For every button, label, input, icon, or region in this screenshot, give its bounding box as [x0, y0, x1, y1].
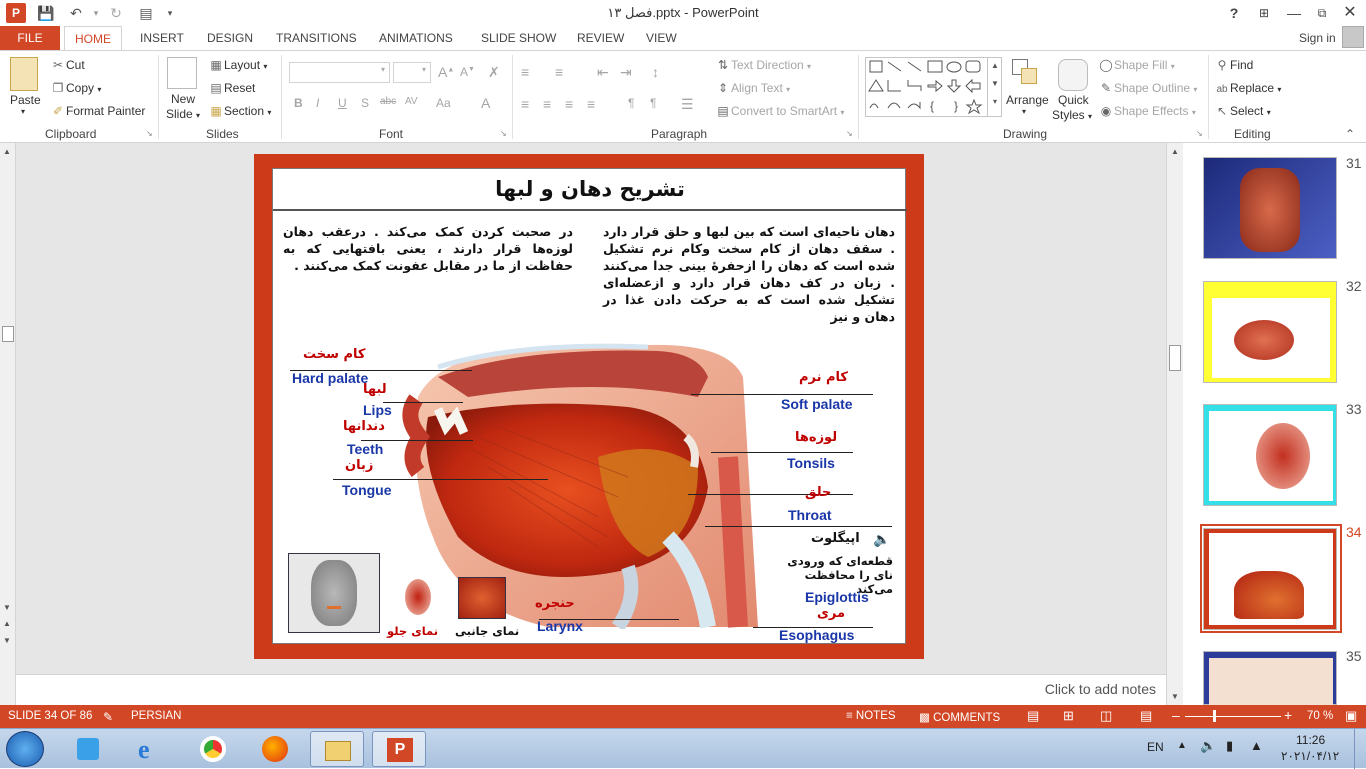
- quick-styles-label: Styles: [1052, 108, 1085, 122]
- redo-icon[interactable]: ↻: [110, 5, 122, 21]
- convert-smartart-label: Convert to SmartArt: [731, 104, 838, 118]
- line-spacing-icon[interactable]: ↕: [652, 64, 659, 80]
- reset-button[interactable]: [208, 81, 255, 95]
- thumbnail-number: 35: [1346, 648, 1362, 664]
- internet-explorer-taskbar[interactable]: e: [138, 735, 150, 764]
- label-throat-en: Throat: [788, 507, 832, 523]
- text-direction-icon: ⇅: [717, 58, 729, 72]
- label-teeth-fa: دندانها: [343, 419, 385, 434]
- align-text-button[interactable]: ⇕ Align Text ▾: [715, 81, 790, 95]
- scroll-down-icon[interactable]: ▼: [3, 603, 11, 612]
- shape-fill-label: Shape Fill: [1114, 58, 1168, 72]
- save-icon[interactable]: 💾: [37, 5, 55, 21]
- sign-in-link[interactable]: Sign in: [1299, 31, 1336, 45]
- new-slide-button-line2[interactable]: Slide ▾: [166, 107, 201, 121]
- slide-sorter-icon[interactable]: ⊞: [1063, 708, 1074, 723]
- comment-icon: ▩: [919, 712, 930, 724]
- help-icon[interactable]: ?: [1229, 5, 1239, 21]
- label-hard-palate-fa: کام سخت: [303, 347, 366, 362]
- section-icon: ▦: [210, 104, 222, 118]
- label-hard-palate-en: Hard palate: [292, 370, 369, 386]
- clear-formatting-icon[interactable]: ✗: [488, 64, 500, 80]
- arrange-icon[interactable]: [1012, 59, 1040, 89]
- text-direction-button[interactable]: ⇅ Text Direction ▾: [715, 58, 811, 72]
- align-text-icon: ⇕: [717, 81, 729, 95]
- show-desktop-button[interactable]: [1354, 729, 1366, 769]
- status-bar: [0, 705, 1366, 728]
- previous-slide-icon[interactable]: ▲: [3, 619, 11, 628]
- paragraph-launcher-icon[interactable]: ↘: [846, 129, 853, 138]
- select-label: Select: [1230, 104, 1264, 118]
- slide-content: [272, 168, 906, 644]
- zoom-slider-track[interactable]: [1185, 716, 1281, 717]
- comments-label: COMMENTS: [933, 712, 1001, 724]
- font-launcher-icon[interactable]: ↘: [500, 129, 507, 138]
- new-slide-icon[interactable]: [167, 57, 197, 89]
- tab-design[interactable]: DESIGN: [207, 31, 254, 45]
- layout-label: Layout: [224, 58, 261, 72]
- shape-effects-label: Shape Effects: [1114, 104, 1189, 118]
- strikethrough-button[interactable]: abc: [380, 96, 397, 107]
- spell-check-icon[interactable]: ✎: [103, 710, 114, 724]
- label-lips-en: Lips: [363, 402, 392, 418]
- shape-outline-label: Shape Outline: [1114, 81, 1191, 95]
- label-larynx-en: Larynx: [537, 618, 583, 634]
- clipboard-group-label: Clipboard: [45, 127, 97, 141]
- label-throat-fa: حلق: [805, 485, 832, 500]
- new-slide-label: Slide: [166, 107, 193, 121]
- find-button[interactable]: [1214, 58, 1253, 72]
- firefox-taskbar[interactable]: [248, 731, 302, 767]
- editing-group-label: Editing: [1234, 127, 1271, 141]
- cut-label: Cut: [66, 58, 85, 72]
- paragraph-right[interactable]: دهان ناحیه‌ای است که بین لبها و حلق قرار دارد . سقف دهان از کام سخت وکام نرم تشکیل شده است که دهان را ازحفرۀ بینی جدا می‌کنند . زبان در کف دهان قرار دارد و ازعضله‌ای تشکیل شده است که به حرکت دادن غذا در دهان و نیز: [603, 224, 895, 324]
- thumbnail-slide[interactable]: [1203, 404, 1337, 506]
- tab-transitions[interactable]: TRANSITIONS: [276, 31, 357, 45]
- thumbnail-slide-selected[interactable]: [1203, 528, 1337, 630]
- bullets-icon[interactable]: ≡: [521, 64, 530, 80]
- speaker-icon[interactable]: 🔈: [873, 531, 891, 547]
- scroll-thumb[interactable]: [1169, 345, 1181, 371]
- shapes-gallery-scroll[interactable]: ▲ ▼ ▾: [987, 57, 1002, 117]
- zoom-slider-thumb[interactable]: [1213, 710, 1216, 722]
- font-group-label: Font: [379, 127, 404, 141]
- binoculars-icon: ⚲: [1217, 58, 1227, 72]
- quick-styles-icon[interactable]: [1058, 59, 1088, 91]
- start-from-beginning-icon[interactable]: ▤: [139, 5, 153, 21]
- slide-scrollbar[interactable]: [1166, 143, 1183, 705]
- label-epiglottis-desc: قطعه‌ای که ورودی نای را محافظت می‌کند: [787, 554, 893, 596]
- label-esophagus-fa: مری: [817, 606, 846, 621]
- font-color-button[interactable]: A: [481, 95, 491, 111]
- quick-styles-button-line2[interactable]: Styles ▾: [1052, 108, 1093, 122]
- svg-text:{: {: [930, 99, 935, 113]
- scroll-down-icon[interactable]: ▼: [1171, 692, 1179, 701]
- tab-animations[interactable]: ANIMATIONS: [379, 31, 453, 45]
- shapes-gallery[interactable]: [865, 57, 1002, 117]
- thumbnail-number: 31: [1346, 155, 1362, 171]
- increase-font-icon[interactable]: A▲: [438, 64, 455, 80]
- change-case-button[interactable]: Aa: [436, 96, 451, 110]
- powerpoint-app-icon[interactable]: P: [6, 3, 26, 23]
- find-label: Find: [1230, 58, 1254, 72]
- justify-icon[interactable]: ≡: [587, 96, 596, 112]
- align-text-label: Align Text: [731, 81, 783, 95]
- mouth-front-image[interactable]: [405, 579, 431, 615]
- label-tonsils-en: Tonsils: [787, 455, 835, 471]
- paste-button[interactable]: Paste: [10, 93, 41, 107]
- start-button[interactable]: [6, 731, 44, 767]
- divider: [158, 55, 159, 139]
- align-center-icon[interactable]: ≡: [543, 96, 552, 112]
- format-painter-button[interactable]: [50, 104, 145, 118]
- brush-icon: ✐: [52, 104, 64, 118]
- italic-button[interactable]: I: [316, 96, 320, 110]
- drawing-group-label: Drawing: [1003, 127, 1048, 141]
- shape-fill-button[interactable]: ◯Shape Fill ▾: [1099, 58, 1175, 72]
- next-slide-icon[interactable]: ▼: [3, 636, 11, 645]
- label-teeth-en: Teeth: [347, 441, 384, 457]
- label-tonsils-fa: لوزه‌ها: [795, 430, 838, 445]
- numbering-icon[interactable]: ≡: [555, 64, 564, 80]
- notes-pane[interactable]: [16, 674, 1166, 705]
- character-spacing-button[interactable]: AV: [405, 96, 418, 107]
- align-left-icon[interactable]: ≡: [521, 96, 530, 112]
- divider: [512, 55, 513, 139]
- head-front-image[interactable]: [288, 553, 380, 633]
- bold-button[interactable]: B: [294, 96, 303, 110]
- paragraph-left[interactable]: در صحبت کردن کمک می‌کند . درعقب دهان لوزه‌ها قرار دارند ، یعنی بافتهایی که به حفاظت از ما در مقابل عفونت کمک می‌کنند .: [283, 224, 573, 273]
- divider: [858, 55, 859, 139]
- shadow-button[interactable]: S: [361, 96, 370, 110]
- thumbnail-slide[interactable]: [1203, 281, 1337, 383]
- section-button[interactable]: ▦ Section ▾: [208, 104, 271, 118]
- leader-line: [705, 526, 892, 527]
- notes-placeholder[interactable]: Click to add notes: [1044, 681, 1156, 697]
- notes-icon: ≡: [846, 710, 853, 722]
- label-epiglottis-fa: اپیگلوت: [811, 531, 860, 546]
- zoom-out-icon[interactable]: –: [1172, 707, 1180, 723]
- language-indicator[interactable]: PERSIAN: [131, 710, 182, 722]
- zoom-level[interactable]: 70 %: [1307, 710, 1334, 722]
- clock-date[interactable]: ۲۰۲۱/۰۴/۱۲: [1281, 749, 1340, 763]
- battery-icon[interactable]: ▮: [1226, 738, 1234, 753]
- slide-counter: SLIDE 34 OF 86: [8, 710, 93, 722]
- label-lips-fa: لبها: [363, 382, 387, 397]
- pen-icon: ✎: [1100, 81, 1112, 95]
- label-soft-palate-fa: کام نرم: [799, 370, 848, 385]
- replace-label: Replace: [1230, 81, 1275, 95]
- copy-button[interactable]: ❐ Copy ▾: [50, 81, 101, 95]
- thumbnail-number: 34: [1346, 524, 1362, 540]
- scroll-up-icon[interactable]: ▲: [3, 147, 11, 156]
- reset-icon: ▤: [210, 81, 222, 95]
- convert-smartart-button[interactable]: ▤ Convert to SmartArt ▾: [715, 104, 844, 118]
- close-icon[interactable]: ✕: [1343, 4, 1357, 21]
- replace-button[interactable]: ab Replace ▾: [1214, 81, 1281, 95]
- volume-icon[interactable]: 🔈: [1200, 738, 1217, 753]
- slide-show-icon[interactable]: ▤: [1140, 708, 1153, 723]
- label-larynx-fa: حنجره: [535, 596, 575, 611]
- fit-to-window-icon[interactable]: ▣: [1345, 708, 1358, 723]
- tab-insert[interactable]: INSERT: [140, 31, 184, 45]
- left-scrollbar[interactable]: [0, 143, 16, 705]
- leader-line: [691, 394, 873, 395]
- align-right-icon[interactable]: ≡: [565, 96, 574, 112]
- title-bar: [0, 0, 1366, 26]
- svg-text:}: }: [954, 99, 959, 113]
- copy-label: Copy: [66, 81, 95, 95]
- label-esophagus-en: Esophagus: [779, 627, 855, 643]
- slide-title[interactable]: تشریح دهان و لبها: [273, 169, 907, 211]
- section-label: Section: [224, 104, 265, 118]
- mouth-side-image[interactable]: [458, 577, 506, 619]
- font-family-input[interactable]: ▾: [289, 62, 390, 83]
- input-language[interactable]: EN: [1147, 740, 1164, 754]
- paragraph-group-label: Paragraph: [651, 127, 708, 141]
- notes-button[interactable]: [846, 710, 896, 722]
- leader-line: [383, 402, 463, 403]
- text-direction-label: Text Direction: [731, 58, 804, 72]
- file-explorer-taskbar[interactable]: [310, 731, 364, 767]
- clock-time[interactable]: 11:26: [1296, 733, 1326, 747]
- select-button[interactable]: ↖ Select ▾: [1214, 104, 1271, 118]
- undo-dropdown-icon[interactable]: ▾: [93, 8, 99, 18]
- ribbon-display-options-icon[interactable]: ⊞: [1258, 6, 1270, 20]
- arrange-dropdown-icon[interactable]: ▾: [1022, 107, 1027, 116]
- show-hidden-icons[interactable]: ▲: [1177, 740, 1187, 751]
- leader-line: [333, 479, 548, 480]
- shapes-gallery-icons: [866, 58, 1003, 118]
- scroll-thumb[interactable]: [2, 326, 14, 342]
- tab-review[interactable]: REVIEW: [577, 31, 625, 45]
- underline-button[interactable]: U: [338, 96, 347, 110]
- thumbnail-number: 33: [1346, 401, 1362, 417]
- restore-icon[interactable]: ⧉: [1317, 6, 1327, 20]
- effects-icon: ◉: [1100, 104, 1112, 118]
- divider: [1208, 55, 1209, 139]
- slides-group-label: Slides: [206, 127, 239, 141]
- scissors-icon: ✂: [52, 58, 64, 72]
- notes-label: NOTES: [855, 710, 896, 722]
- label-soft-palate-en: Soft palate: [781, 396, 853, 412]
- paste-dropdown-icon[interactable]: ▾: [21, 107, 26, 116]
- zoom-in-icon[interactable]: +: [1284, 707, 1293, 723]
- reading-view-icon[interactable]: ◫: [1100, 708, 1113, 723]
- taskbar: [0, 728, 1366, 768]
- label-epiglottis-en: Epiglottis: [805, 589, 869, 605]
- thumbnail-number: 32: [1346, 278, 1362, 294]
- divider: [281, 55, 282, 139]
- minimize-icon[interactable]: —: [1287, 5, 1301, 21]
- current-slide[interactable]: [254, 154, 924, 659]
- network-icon[interactable]: ▲: [1250, 738, 1263, 753]
- shape-outline-button[interactable]: ✎ Shape Outline ▾: [1098, 81, 1197, 95]
- drawing-launcher-icon[interactable]: ↘: [1196, 129, 1203, 138]
- thumbnail-slide[interactable]: [1203, 651, 1337, 705]
- arrange-button[interactable]: Arrange: [1006, 93, 1049, 107]
- ltr-icon[interactable]: ¶: [628, 96, 635, 110]
- clipboard-launcher-icon[interactable]: ↘: [146, 129, 153, 138]
- font-size-input[interactable]: ▾: [393, 62, 431, 83]
- copy-icon: ❐: [52, 81, 64, 95]
- smartart-icon: ▤: [717, 104, 729, 118]
- slide-thumbnails-pane: [1183, 143, 1366, 705]
- columns-icon[interactable]: ☰: [681, 96, 694, 112]
- ribbon-tabs: [0, 26, 1366, 50]
- shape-effects-button[interactable]: ◉ Shape Effects ▾: [1098, 104, 1196, 118]
- paste-icon[interactable]: [10, 57, 38, 91]
- normal-view-icon[interactable]: ▤: [1027, 708, 1040, 723]
- cursor-icon: ↖: [1216, 104, 1228, 118]
- replace-icon: ab: [1216, 84, 1228, 95]
- undo-icon[interactable]: ↶: [70, 5, 82, 21]
- tab-file[interactable]: FILE: [0, 26, 60, 50]
- mouth-anatomy-illustration: [398, 337, 768, 629]
- paint-bucket-icon: ◯: [1099, 58, 1113, 72]
- avatar[interactable]: [1342, 26, 1364, 48]
- reset-label: Reset: [224, 81, 256, 95]
- tab-home[interactable]: HOME: [64, 26, 122, 51]
- leader-line: [711, 452, 853, 453]
- format-painter-label: Format Painter: [66, 104, 146, 118]
- front-view-label: نمای جلو: [387, 624, 439, 638]
- label-tongue-fa: زبان: [345, 458, 374, 473]
- powerpoint-taskbar[interactable]: P: [372, 731, 426, 767]
- new-slide-button[interactable]: New: [171, 92, 196, 106]
- layout-icon: ▦: [210, 58, 222, 72]
- chrome-taskbar[interactable]: [186, 731, 240, 767]
- tab-view[interactable]: VIEW: [646, 31, 677, 45]
- scroll-up-icon[interactable]: ▲: [1171, 147, 1179, 156]
- comments-button[interactable]: [919, 710, 1000, 724]
- decrease-indent-icon[interactable]: ⇤: [597, 64, 609, 80]
- media-player-taskbar[interactable]: [60, 731, 114, 767]
- rtl-icon[interactable]: ¶: [650, 96, 657, 110]
- side-view-label: نمای جانبی: [455, 624, 520, 638]
- quick-styles-button[interactable]: Quick: [1058, 93, 1089, 107]
- label-tongue-en: Tongue: [342, 482, 392, 498]
- customize-quick-access-icon[interactable]: ▾: [167, 8, 173, 18]
- cut-button[interactable]: [50, 58, 85, 72]
- tab-slide-show[interactable]: SLIDE SHOW: [481, 31, 557, 45]
- increase-indent-icon[interactable]: ⇥: [620, 64, 632, 80]
- decrease-font-icon[interactable]: A▼: [460, 65, 475, 79]
- thumbnail-slide[interactable]: [1203, 157, 1337, 259]
- ribbon: [0, 50, 1366, 143]
- layout-button[interactable]: ▦ Layout ▾: [208, 58, 267, 72]
- window-title: فصل ۱۳.pptx - PowerPoint: [607, 5, 759, 20]
- collapse-ribbon-icon[interactable]: ⌃: [1345, 127, 1356, 141]
